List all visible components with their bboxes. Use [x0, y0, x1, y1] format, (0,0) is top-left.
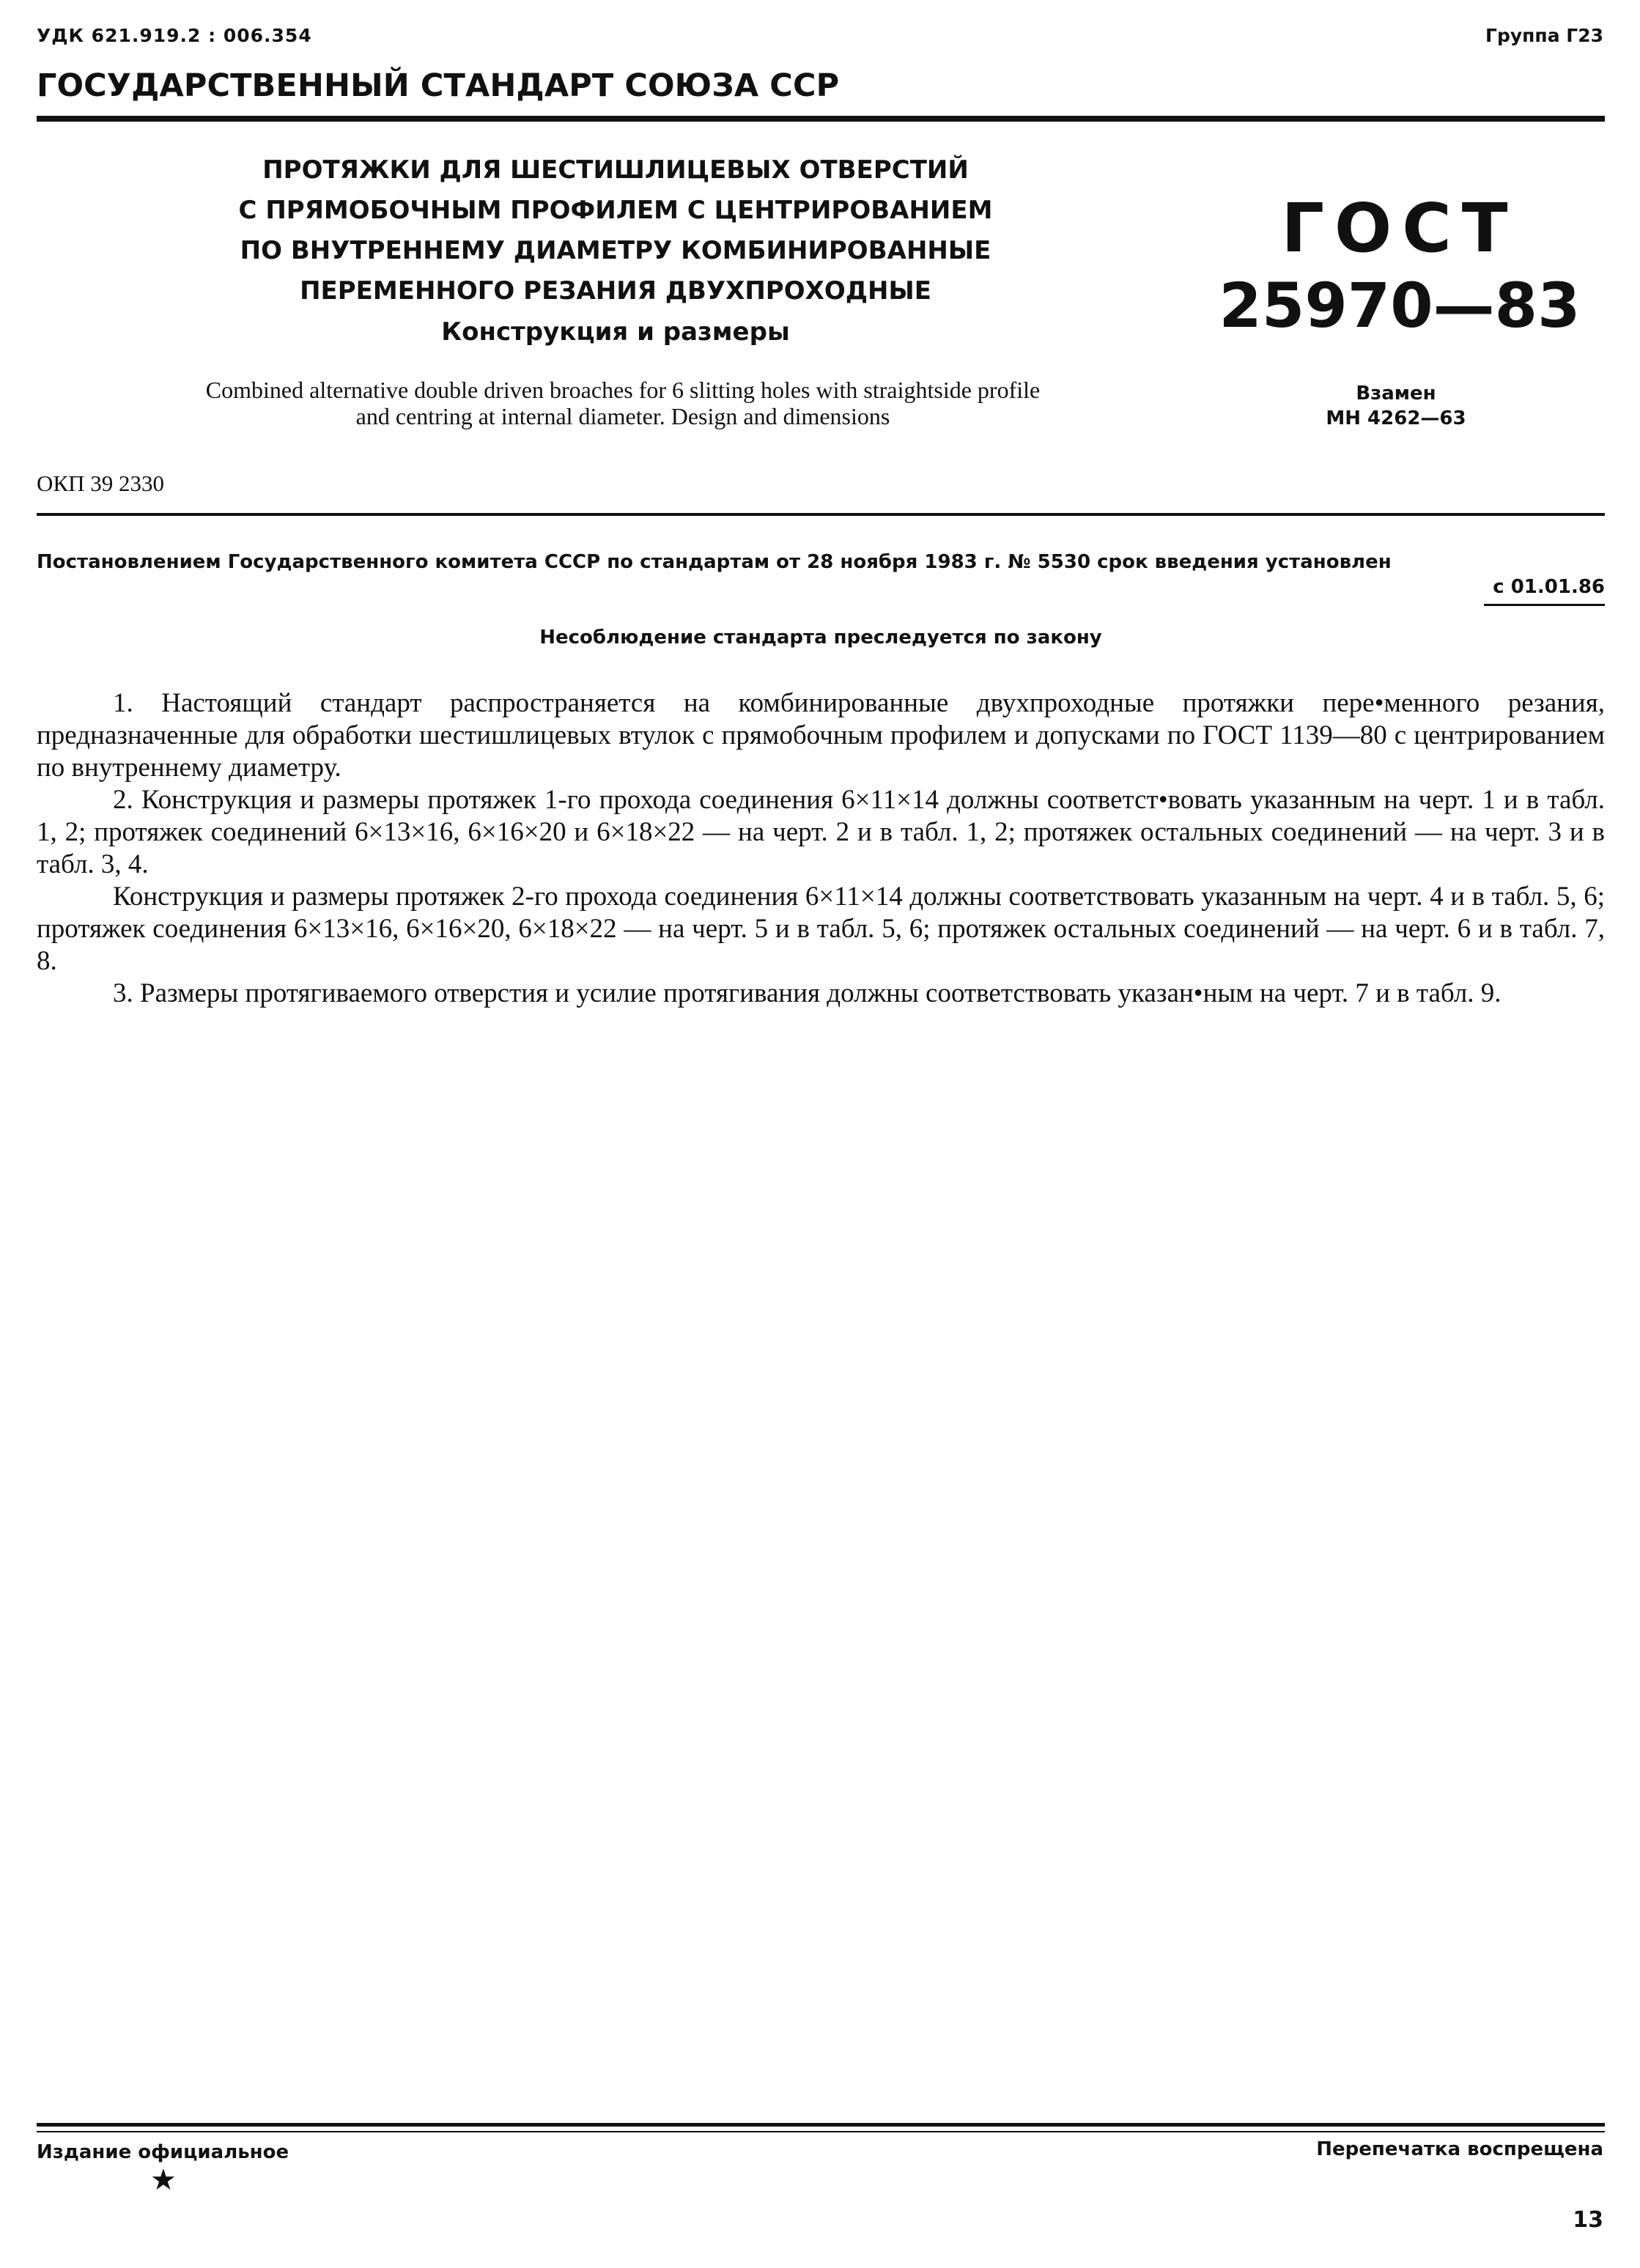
title-line: ПЕРЕМЕННОГО РЕЗАНИЯ ДВУХПРОХОДНЫЕ — [300, 276, 931, 306]
udk-code: УДК 621.919.2 : 006.354 — [37, 25, 312, 46]
body-paragraph: 1. Настоящий стандарт распространяется на комбинированные двухпроходные протяжки пере•менного резания, предназначенные для обработки шестишлицевых втулок с прямобочным профилем и допусками по ГОСТ 1139—80 с центрированием по внутреннему диаметру. — [37, 688, 1605, 783]
banner-rule — [37, 116, 1605, 122]
group-code: Группа Г23 — [1485, 25, 1603, 46]
document-title — [161, 150, 1070, 311]
official-edition-label: Издание официальное — [37, 2141, 289, 2163]
okp-code: ОКП 39 2330 — [37, 470, 164, 496]
body-text — [37, 687, 1605, 1010]
replaces-value: МН 4262—63 — [1326, 407, 1466, 429]
replaces-block — [1290, 381, 1502, 431]
gost-label: ГОСТ — [1281, 189, 1518, 267]
title-line: ПРОТЯЖКИ ДЛЯ ШЕСТИШЛИЦЕВЫХ ОТВЕРСТИЙ — [262, 155, 969, 185]
decree-text: Постановлением Государственного комитета СССР по стандартам от 28 ноября 1983 г. № 5530 срок введения установлен — [37, 551, 1392, 573]
page-number: 13 — [1573, 2207, 1603, 2233]
footer-rule-thin — [37, 2131, 1605, 2132]
title-line: С ПРЯМОБОЧНЫМ ПРОФИЛЕМ С ЦЕНТРИРОВАНИЕМ — [238, 196, 993, 225]
document-subtitle: Конструкция и размеры — [441, 317, 790, 347]
decree-date-underline — [1484, 604, 1605, 606]
header-rule — [37, 513, 1605, 516]
body-paragraph: 3. Размеры протягиваемого отверстия и усилие протягивания должны соответствовать указан•ным на черт. 7 и в табл. 9. — [113, 978, 1502, 1008]
body-paragraph: 2. Конструкция и размеры протяжек 1-го прохода соединения 6×11×14 должны соответст•вовать указанным на черт. 1 и в табл. 1, 2; протяжек соединений 6×13×16, 6×16×20 и 6×18×22 — на черт. 2 и в табл. 1, 2; протяжек остальных соединений — на черт. 3 и в табл. 3, 4. — [37, 785, 1605, 879]
title-line: ПО ВНУТРЕННЕМУ ДИАМЕТРУ КОМБИНИРОВАННЫЕ — [240, 236, 991, 265]
decree-date: с 01.01.86 — [1493, 576, 1605, 598]
replaces-label: Взамен — [1356, 383, 1436, 405]
reprint-notice: Перепечатка воспрещена — [1316, 2138, 1603, 2160]
english-title — [37, 377, 1209, 429]
law-notice: Несоблюдение стандарта преследуется по закону — [539, 627, 1102, 649]
footer-rule — [37, 2123, 1605, 2127]
gost-number: 25970—83 — [1219, 270, 1581, 341]
english-title-line: Combined alternative double driven broaches for 6 slitting holes with straightside profile — [205, 377, 1041, 403]
star-icon: ★ — [150, 2163, 177, 2197]
body-paragraph: Конструкция и размеры протяжек 2-го прохода соединения 6×11×14 должны соответствовать указанным на черт. 4 и в табл. 5, 6; протяжек соединения 6×13×16, 6×16×20, 6×18×22 — на черт. 5 и в табл. 5, 6; протяжек остальных соединений — на черт. 6 и в табл. 7, 8. — [37, 882, 1605, 976]
standard-banner: ГОСУДАРСТВЕННЫЙ СТАНДАРТ СОЮЗА ССР — [37, 67, 840, 104]
english-title-line: and centring at internal diameter. Design and dimensions — [355, 403, 890, 429]
